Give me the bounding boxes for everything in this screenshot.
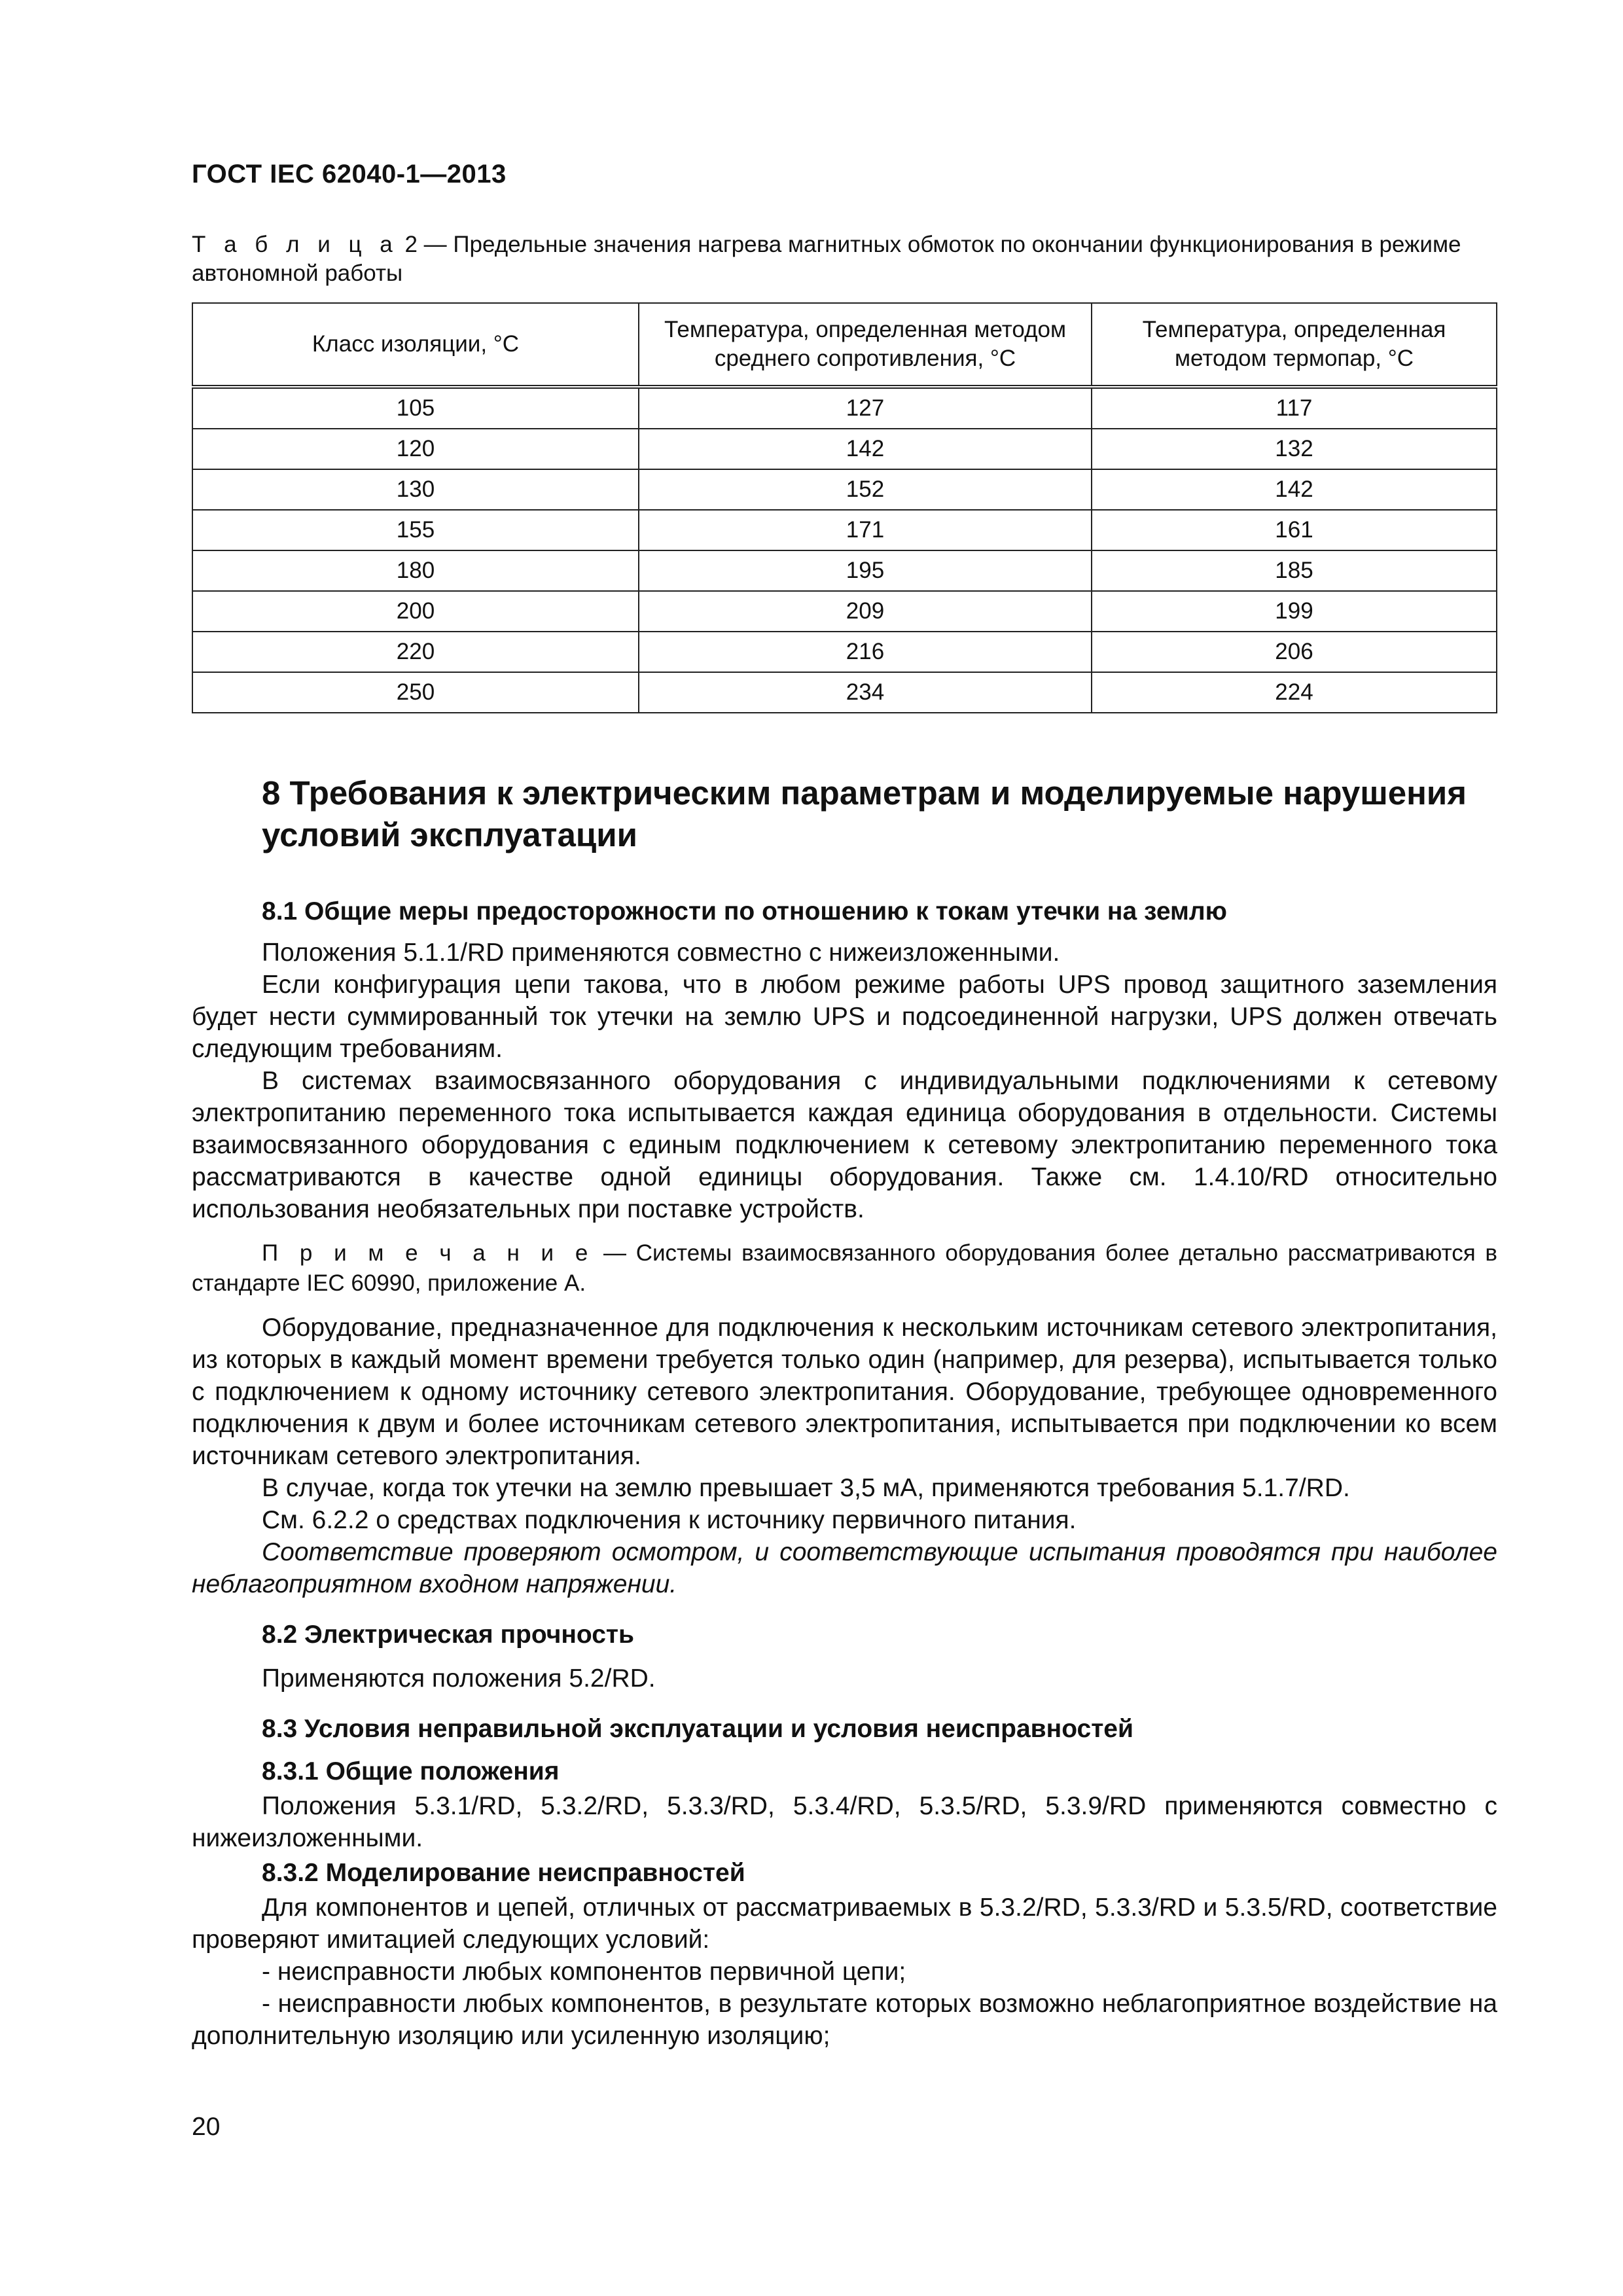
list-item: - неисправности любых компонентов, в результате которых возможно неблагоприятное воздействие на дополнительную изоляцию или усиленную изоляцию;	[192, 1990, 1497, 2050]
page-number: 20	[192, 2113, 221, 2141]
temperature-limits-table	[192, 302, 1497, 713]
column-header-resistance-method: Температура, определенная методом среднего сопротивления, °С	[639, 303, 1092, 387]
table-row	[192, 672, 1497, 713]
table-cell: 220	[192, 632, 639, 672]
table-cell: 142	[1092, 469, 1497, 510]
table-cell: 216	[639, 632, 1092, 672]
table-row	[192, 387, 1497, 429]
table-header-row	[192, 303, 1497, 387]
table-cell: 195	[639, 550, 1092, 591]
table-cell: 199	[1092, 591, 1497, 632]
table-cell: 250	[192, 672, 639, 713]
compliance-paragraph: Соответствие проверяют осмотром, и соответствующие испытания проводятся при наиболее неблагоприятном входном напряжении.	[192, 1538, 1497, 1598]
table-cell: 117	[1092, 387, 1497, 429]
section-8-3-2-heading: 8.3.2 Моделирование неисправностей	[262, 1859, 745, 1887]
section-8-3-1-heading: 8.3.1 Общие положения	[262, 1757, 560, 1785]
table-cell: 130	[192, 469, 639, 510]
column-header-thermocouple-method: Температура, определенная методом термопар, °С	[1092, 303, 1497, 387]
paragraph: См. 6.2.2 о средствах подключения к источнику первичного питания.	[262, 1506, 1077, 1534]
table-cell: 105	[192, 387, 639, 429]
note-prefix: П р и м е ч а н и е	[262, 1240, 594, 1266]
table-row	[192, 510, 1497, 550]
table-cell: 180	[192, 550, 639, 591]
table-caption-prefix: Т а б л и ц а	[192, 232, 399, 257]
column-header-insulation-class: Класс изоляции, °С	[192, 303, 639, 387]
paragraph: В системах взаимосвязанного оборудования с индивидуальными подключениями к сетевому электропитанию переменного тока испытывается каждая единица оборудования в отдельности. Системы взаимосвязанного оборудования с единым подключением к сетевому электропитанию переменного тока рассматриваются в качестве одной единицы оборудования. Также см. 1.4.10/RD относительно использования необязательных при поставке устройств.	[192, 1067, 1497, 1223]
table-cell: 206	[1092, 632, 1497, 672]
section-8-1-heading: 8.1 Общие меры предосторожности по отношению к токам утечки на землю	[262, 897, 1227, 925]
section-8-heading: 8 Требования к электрическим параметрам и моделируемые нарушения условий эксплуатации	[262, 774, 1467, 853]
document-body	[192, 772, 1497, 2052]
table-row	[192, 429, 1497, 469]
table-row	[192, 550, 1497, 591]
paragraph: Оборудование, предназначенное для подключения к нескольким источникам сетевого электропитания, из которых в каждый момент времени требуется только один (например, для резерва), испытывается только с подключением к одному источнику сетевого электропитания. Оборудование, требующее одновременного подключения к двум и более источникам сетевого электропитания, испытывается при подключении ко всем источникам сетевого электропитания.	[192, 1314, 1497, 1470]
table-caption	[192, 230, 1497, 288]
table-row	[192, 591, 1497, 632]
table-cell: 209	[639, 591, 1092, 632]
table-row	[192, 469, 1497, 510]
table-cell: 142	[639, 429, 1092, 469]
table-cell: 185	[1092, 550, 1497, 591]
paragraph: Для компонентов и цепей, отличных от рассматриваемых в 5.3.2/RD, 5.3.3/RD и 5.3.5/RD, соответствие проверяют имитацией следующих условий:	[192, 1893, 1497, 1954]
paragraph: Если конфигурация цепи такова, что в любом режиме работы UPS провод защитного заземления будет нести суммированный ток утечки на землю UPS и подсоединенной нагрузки, UPS должен отвечать следующим требованиям.	[192, 971, 1497, 1063]
document-standard-header: ГОСТ IEC 62040-1—2013	[192, 160, 507, 188]
paragraph: В случае, когда ток утечки на землю превышает 3,5 мА, применяются требования 5.1.7/RD.	[262, 1474, 1350, 1502]
paragraph: Положения 5.1.1/RD применяются совместно с нижеизложенными.	[262, 939, 1060, 967]
note-text: — Системы взаимосвязанного оборудования более детально рассматриваются в стандарте IEC 60990, приложение А.	[192, 1240, 1497, 1296]
table-cell: 200	[192, 591, 639, 632]
table-row	[192, 632, 1497, 672]
table-cell: 224	[1092, 672, 1497, 713]
table-cell: 152	[639, 469, 1092, 510]
table-cell: 132	[1092, 429, 1497, 469]
table-cell: 155	[192, 510, 639, 550]
table-cell: 127	[639, 387, 1092, 429]
table-cell: 120	[192, 429, 639, 469]
paragraph: Положения 5.3.1/RD, 5.3.2/RD, 5.3.3/RD, 5.3.4/RD, 5.3.5/RD, 5.3.9/RD применяются совместно с нижеизложенными.	[192, 1792, 1497, 1852]
section-8-3-heading: 8.3 Условия неправильной эксплуатации и условия неисправностей	[262, 1715, 1133, 1743]
table-cell: 161	[1092, 510, 1497, 550]
note	[192, 1238, 1497, 1299]
paragraph: Применяются положения 5.2/RD.	[262, 1664, 656, 1693]
section-8-2-heading: 8.2 Электрическая прочность	[262, 1621, 635, 1649]
list-item: - неисправности любых компонентов первичной цепи;	[262, 1958, 906, 1986]
table-cell: 171	[639, 510, 1092, 550]
table-cell: 234	[639, 672, 1092, 713]
table-caption-text: 2 — Предельные значения нагрева магнитных обмоток по окончании функционирования в режиме автономной работы	[192, 232, 1461, 286]
